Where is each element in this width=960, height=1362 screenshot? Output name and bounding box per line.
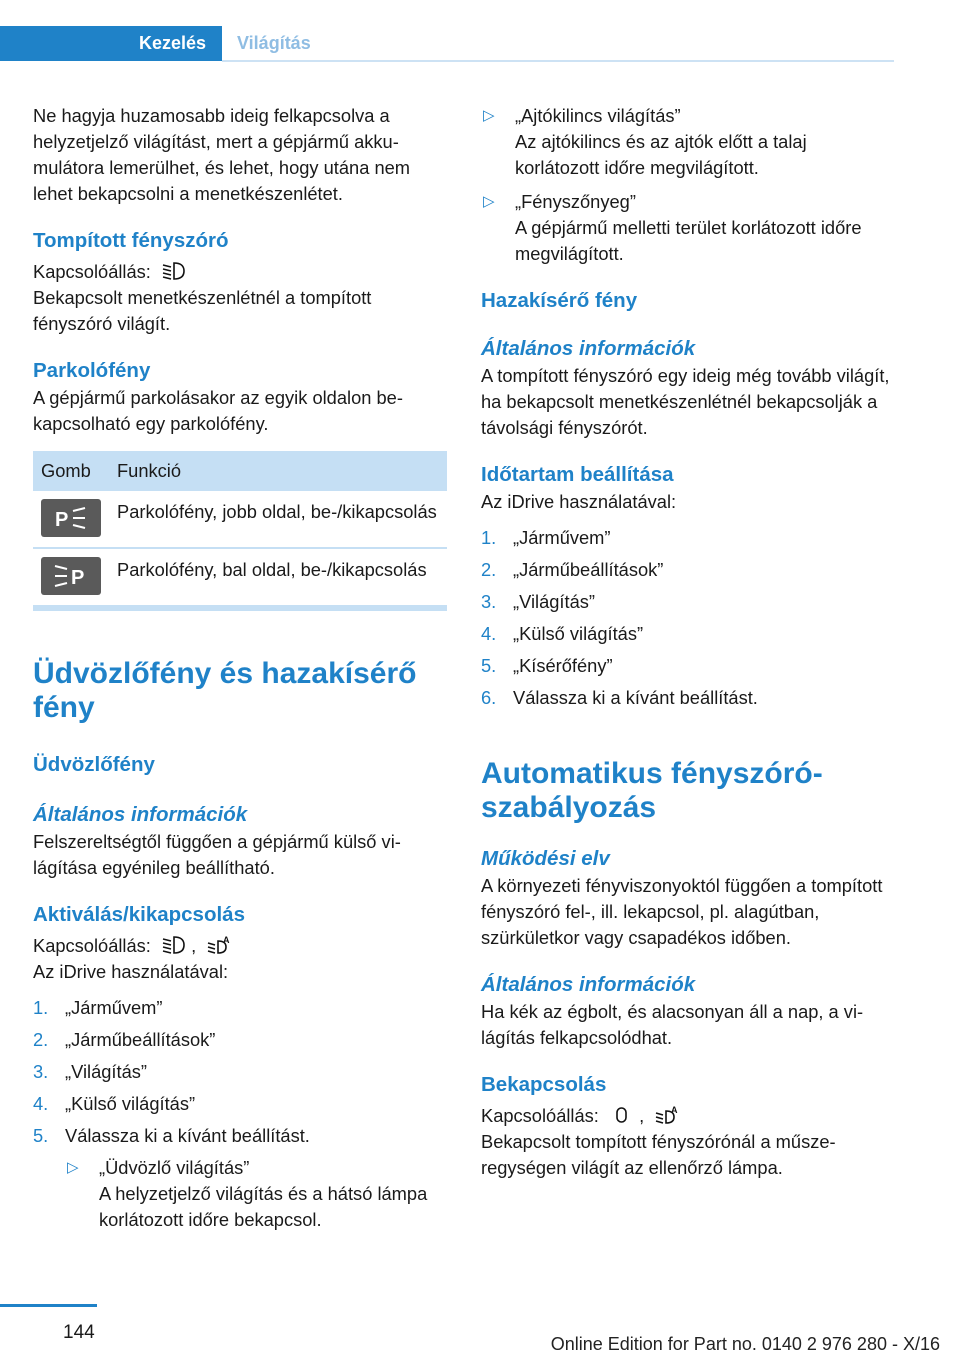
list-item: 4. „Külső világítás” bbox=[33, 1093, 196, 1114]
table-row bbox=[33, 491, 447, 548]
table-header-funkcio: Funkció bbox=[109, 451, 447, 491]
header-tab-active-label: Kezelés bbox=[138, 33, 206, 53]
header-tab-inactive: Világítás bbox=[237, 33, 311, 53]
comma: , bbox=[639, 1105, 645, 1126]
parking-light-right-button bbox=[41, 499, 101, 537]
svg-text:A: A bbox=[671, 1105, 678, 1115]
left-column bbox=[33, 103, 447, 1239]
intro-paragraph: Ne hagyja huzamosabb ideig felkapcsolva a helyzetjelző világítást, mert a gépjármű akkumulátora lemerülhet, és lehet, hogy utána nem lehet bekapcsolni a menetkészenlétet. bbox=[33, 105, 411, 204]
list-item: 2. „Járműbeállítások” bbox=[33, 1029, 216, 1050]
heading-idotartam: Időtartam beállítása bbox=[481, 463, 674, 486]
switch-position-line bbox=[481, 1103, 895, 1129]
switch-position-label: Kapcsolóállás: bbox=[33, 261, 151, 282]
heading-bekapcsolas: Bekapcsolás bbox=[481, 1073, 607, 1096]
auto-headlight-icon bbox=[655, 1105, 679, 1125]
switch-position-line bbox=[33, 259, 447, 285]
triangle-bullet-icon: ▷ bbox=[483, 107, 495, 124]
tompitott-text: Bekapcsolt menetkészenlétnél a tompított fényszóró világít. bbox=[33, 287, 372, 334]
svg-text:P: P bbox=[55, 509, 69, 531]
parking-light-left-button bbox=[41, 557, 101, 595]
list-item: 5. Válassza ki a kívánt beállítást. ▷ „Üdvözlő világítás” A helyzetjelző világítás és a hátsó lámpa korlátozott időre bekapcsol. bbox=[33, 1123, 447, 1233]
bekapcs-text: Bekapcsolt tompított fényszórónál a műszeregységen világít az ellenőrző lámpa. bbox=[481, 1131, 836, 1178]
switch-position-line bbox=[33, 933, 447, 959]
list-item: 6. Válassza ki a kívánt beállítást. bbox=[481, 687, 758, 708]
svg-text:A: A bbox=[223, 935, 230, 945]
table-cell-function: Parkolófény, bal oldal, be-/kikapcsolás bbox=[109, 548, 447, 606]
heading-tompitott: Tompított fényszóró bbox=[33, 229, 229, 252]
parking-light-table bbox=[33, 451, 447, 607]
switch-off-icon bbox=[610, 1105, 634, 1125]
heading-udvozlofeny-hazakisero: Üdvözlőfény és hazakísérő fény bbox=[33, 657, 417, 724]
list-item: 1. „Járművem” bbox=[33, 997, 163, 1018]
hazakisero-text: A tompított fényszóró egy ideig még tovább világít, ha bekapcsolt menetkészenlétnél bekapcsolják a távolsági fényszórót. bbox=[481, 365, 890, 438]
altalanos-text: Felszereltségtől függően a gépjármű külső világítása egyénileg beállítható. bbox=[33, 831, 401, 878]
altalanos2-text: Ha kék az égbolt, és alacsonyan áll a nap, a világítás felkapcsolódhat. bbox=[481, 1001, 864, 1048]
heading-altalanos: Általános információk bbox=[33, 803, 248, 826]
table-row bbox=[33, 548, 447, 606]
sub-bullet-list bbox=[65, 1155, 447, 1233]
list-item: 3. „Világítás” bbox=[481, 591, 595, 612]
triangle-bullet-icon: ▷ bbox=[483, 193, 495, 210]
bullet-item: ▷ „Ajtókilincs világítás” Az ajtókilincs és az ajtók előtt a talaj korlátozott időre megvilágított. bbox=[483, 105, 807, 178]
list-item: 3. „Világítás” bbox=[33, 1061, 147, 1082]
steps-list bbox=[481, 525, 895, 711]
heading-altalanos: Általános információk bbox=[481, 337, 696, 360]
heading-parkolo: Parkolófény bbox=[33, 359, 151, 382]
list-item: 4. „Külső világítás” bbox=[481, 623, 644, 644]
list-item: 2. „Járműbeállítások” bbox=[481, 559, 664, 580]
low-beam-icon bbox=[162, 935, 186, 955]
auto-headlight-icon bbox=[207, 935, 231, 955]
idrive-text: Az iDrive használatával: bbox=[481, 491, 677, 512]
mukodes-text: A környezeti fényviszonyoktól függően a tompított fényszóró fel-, ill. lekapcsol, pl. alagútban, szürkületkor vagy csapadékos időben. bbox=[481, 875, 883, 948]
heading-udvozlofeny: Üdvözlőfény bbox=[33, 753, 155, 776]
footer-rule bbox=[0, 1304, 97, 1307]
comma: , bbox=[191, 935, 197, 956]
parking-light-right-icon bbox=[51, 505, 91, 531]
switch-position-label: Kapcsolóállás: bbox=[33, 935, 151, 956]
heading-altalanos-2: Általános információk bbox=[481, 973, 696, 996]
low-beam-icon bbox=[162, 261, 186, 281]
switch-position-label: Kapcsolóállás: bbox=[481, 1105, 599, 1126]
table-cell-function: Parkolófény, jobb oldal, be-/kikapcsolás bbox=[109, 491, 447, 548]
bullet-list bbox=[481, 103, 895, 267]
idrive-text: Az iDrive használatával: bbox=[33, 961, 229, 982]
page-number: 144 bbox=[63, 1322, 95, 1343]
parking-light-left-icon bbox=[51, 563, 91, 589]
heading-automatikus: Automatikus fényszóró-szabályozás bbox=[481, 757, 823, 824]
right-column bbox=[481, 103, 895, 1181]
bullet-item: ▷ „Üdvözlő világítás” A helyzetjelző világítás és a hátsó lámpa korlátozott időre bekapcsol. bbox=[67, 1157, 428, 1230]
heading-aktivalas: Aktiválás/kikapcsolás bbox=[33, 903, 245, 926]
parkolo-text: A gépjármű parkolásakor az egyik oldalon bekapcsolható egy parkolófény. bbox=[33, 387, 403, 434]
steps-list bbox=[33, 995, 447, 1233]
svg-text:P: P bbox=[71, 567, 85, 589]
header-rule bbox=[222, 60, 894, 62]
list-item: 1. „Járművem” bbox=[481, 527, 611, 548]
table-bottom-rule bbox=[33, 607, 447, 611]
bullet-item: ▷ „Fényszőnyeg” A gépjármű melletti terület korlátozott időre megvilágított. bbox=[483, 191, 862, 264]
list-item: 5. „Kísérőfény” bbox=[481, 655, 613, 676]
header-tab-active bbox=[0, 26, 222, 61]
table-header-gomb: Gomb bbox=[33, 451, 109, 491]
heading-hazakisero: Hazakísérő fény bbox=[481, 289, 638, 312]
heading-mukodesi-elv: Működési elv bbox=[481, 847, 610, 870]
triangle-bullet-icon: ▷ bbox=[67, 1159, 79, 1176]
edition-text: Online Edition for Part no. 0140 2 976 280 - X/16 bbox=[550, 1334, 940, 1354]
